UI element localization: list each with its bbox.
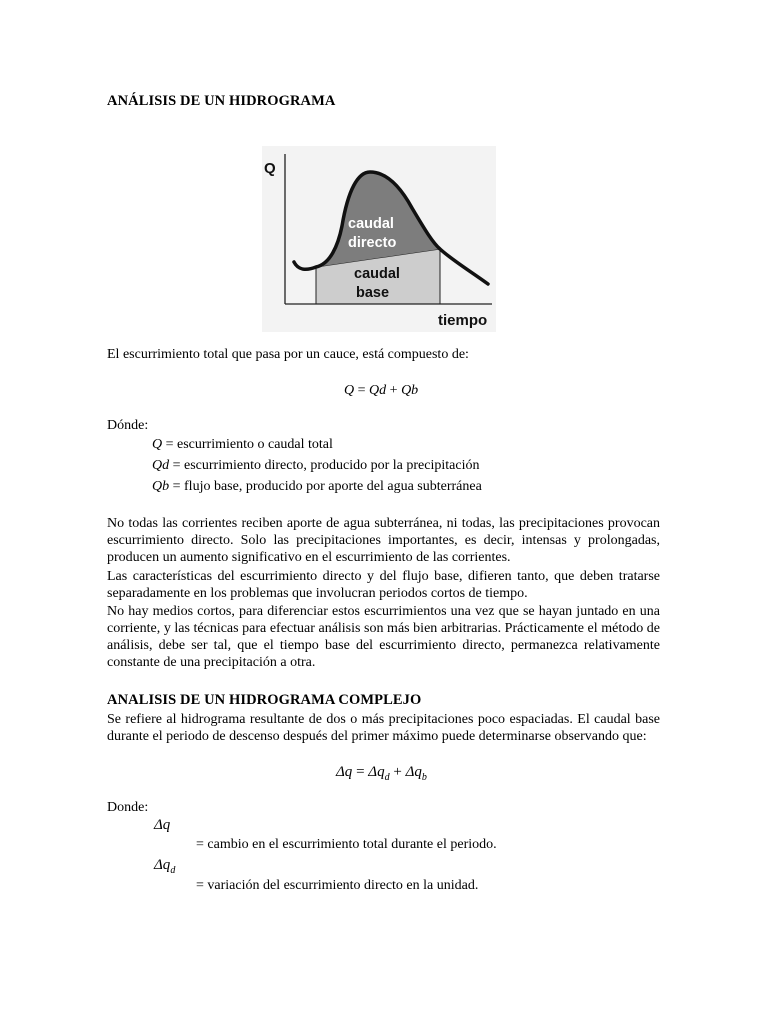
eq2-term1-sub: d bbox=[384, 772, 390, 783]
donde-label-2: Donde: bbox=[107, 800, 149, 815]
eq2-lhs: Δq bbox=[336, 764, 353, 780]
definition2-dq-text: = cambio en el escurrimiento total durante el periodo. bbox=[196, 837, 497, 852]
definition-qd-symbol: Qd bbox=[152, 458, 170, 473]
eq2-term2-sub: b bbox=[421, 772, 427, 783]
definition-q-symbol: Q bbox=[152, 437, 163, 452]
eq2-term2: Δq bbox=[405, 764, 422, 780]
paragraph-complejo: Se refiere al hidrograma resultante de dos o más precipitaciones poco espaciadas. El caudal base durante el periodo de descenso después del primer máximo puede determinarse observando que: bbox=[107, 712, 660, 744]
eq2-equals: = bbox=[352, 764, 369, 780]
section-title-complejo: ANALISIS DE UN HIDROGRAMA COMPLEJO bbox=[107, 692, 422, 708]
definition-qb bbox=[152, 478, 482, 495]
eq1-equals: = bbox=[354, 383, 370, 398]
hydrograph-svg bbox=[262, 146, 496, 332]
x-axis-label: tiempo bbox=[438, 312, 488, 329]
paragraph-3: No hay medios cortos, para diferenciar estos escurrimientos una vez que se hayan juntado en una corriente, y las técnicas para efectuar análisis son más bien arbitrarias. Prácticamente el método de análisis, debe ser tal, que el tiempo base del escurrimiento directo, permanezca relativamente constante de una precipitación a otra. bbox=[107, 604, 660, 670]
section-title-hidrograma: ANÁLISIS DE UN HIDROGRAMA bbox=[107, 93, 336, 109]
definition2-dqd-symbol bbox=[154, 857, 175, 879]
eq1-term2: Qb bbox=[401, 383, 419, 398]
definition2-dqd-sub: d bbox=[170, 865, 176, 876]
equation-total-flow bbox=[344, 382, 418, 399]
base-flow-label-1: caudal bbox=[354, 266, 400, 282]
definition2-dq-symbol bbox=[154, 817, 170, 834]
donde-label: Dónde: bbox=[107, 418, 149, 433]
direct-runoff-label-2: directo bbox=[348, 235, 397, 251]
paragraph-1: No todas las corrientes reciben aporte de agua subterránea, ni todas, las precipitaciones provocan escurrimiento directo. Solo las precipitaciones importantes, es decir, intensas y prolongadas, producen un aumento significativo en el escurrimiento de las corrientes. bbox=[107, 516, 660, 565]
hydrograph-figure bbox=[262, 146, 496, 332]
direct-runoff-label-1: caudal bbox=[348, 216, 394, 232]
eq1-term1: Qd bbox=[369, 383, 387, 398]
definition-qb-symbol: Qb bbox=[152, 479, 170, 494]
equation-delta bbox=[336, 764, 427, 786]
definition-qd-text: = escurrimiento directo, producido por la precipitación bbox=[169, 458, 480, 473]
definition-qb-text: = flujo base, producido por aporte del agua subterránea bbox=[169, 479, 482, 494]
eq1-plus: + bbox=[386, 383, 402, 398]
eq2-plus: + bbox=[389, 764, 406, 780]
definition-q-text: = escurrimiento o caudal total bbox=[162, 437, 333, 452]
intro-text: El escurrimiento total que pasa por un cauce, está compuesto de: bbox=[107, 347, 469, 362]
definition2-dqd-sym: Δq bbox=[154, 857, 171, 873]
definition-q bbox=[152, 436, 333, 453]
eq2-term1: Δq bbox=[368, 764, 385, 780]
y-axis-label: Q bbox=[264, 160, 276, 177]
base-flow-label-2: base bbox=[356, 285, 390, 301]
definition-qd bbox=[152, 457, 479, 474]
definition2-dq-sym: Δq bbox=[154, 817, 171, 833]
definition2-dqd-text: = variación del escurrimiento directo en la unidad. bbox=[196, 878, 479, 893]
eq1-lhs: Q bbox=[344, 383, 355, 398]
paragraph-2: Las características del escurrimiento directo y del flujo base, difieren tanto, que deben tratarse separadamente en los problemas que involucran periodos cortos de tiempo. bbox=[107, 569, 660, 601]
